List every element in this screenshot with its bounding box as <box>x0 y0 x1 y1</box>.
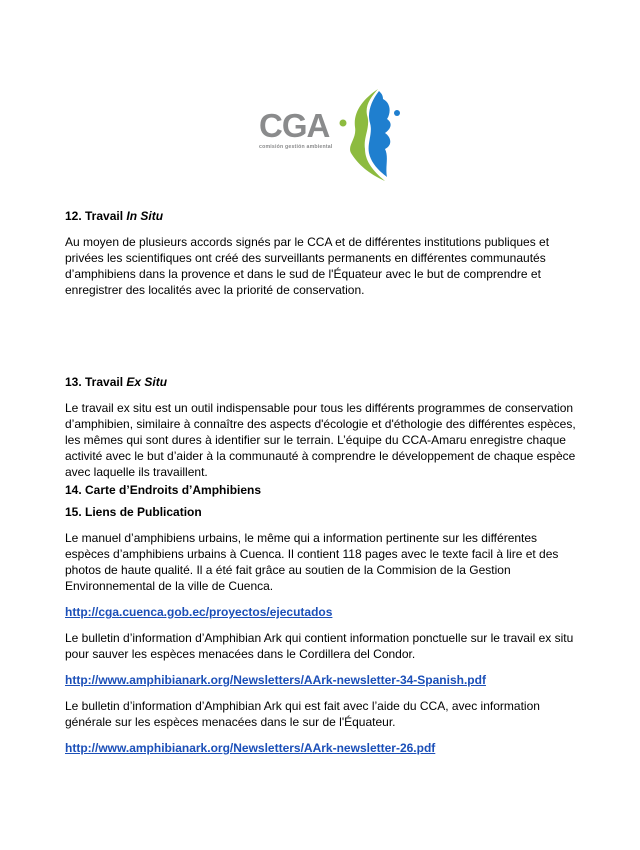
logo-wordmark: CGA <box>259 107 330 144</box>
section-13 <box>65 374 585 480</box>
section-14-heading: 14. Carte d’Endroits d’Amphibiens <box>65 483 262 497</box>
logo-face-icon <box>333 87 403 182</box>
cga-logo <box>255 87 395 182</box>
publication-description: Le bulletin d’information d’Amphibian Ark qui est fait avec l’aide du CCA, avec information générale sur les espèces menacées dans le sur de l'Équateur. <box>65 699 540 729</box>
publication-link[interactable]: http://cga.cuenca.gob.ec/proyectos/ejecutados <box>65 605 333 619</box>
publication-link[interactable]: http://www.amphibianark.org/Newsletters/AArk-newsletter-34-Spanish.pdf <box>65 673 486 687</box>
section-13-paragraph: Le travail ex situ est un outil indispensable pour tous les différents programmes de conservation d’amphibien, similaire à connaître des aspects d'écologie et d'éthologie des différentes espèces, les mêmes qui sont dures à identifier sur le terrain. L’équipe du CCA-Amaru enregistre chaque activité avec le but d’aider à la communauté à comprendre le développement de chaque espèce avec laquelle ils travaillent. <box>65 401 576 479</box>
section-15 <box>65 504 585 757</box>
section-12-paragraph: Au moyen de plusieurs accords signés par le CCA et de différentes institutions publiques et privées les scientifiques ont créé des surveillants permanents en différentes communautés d’amphibiens dans la provence et dans le sud de l'Équateur avec le but de comprendre et enregistrer des localités avec la priorité de conservation. <box>65 235 550 297</box>
logo-subtitle: comisión gestión ambiental <box>259 144 333 150</box>
publication-link[interactable]: http://www.amphibianark.org/Newsletters/AArk-newsletter-26.pdf <box>65 741 436 755</box>
section-13-heading: 13. Travail Ex Situ <box>65 375 168 389</box>
publication-description: Le manuel d’amphibiens urbains, le même qui a information pertinente sur les différentes espèces d’amphibiens urbains à Cuenca. Il contient 118 pages avec le texte facil à lire et des photos de haute qualité. Il a été fait grâce au soutien de la Commision de la Gestion Environnemental de la ville de Cuenca. <box>65 531 559 593</box>
publication-description: Le bulletin d’information d’Amphibian Ark qui contient information ponctuelle sur le travail ex situ pour sauver les espèces menacées dans le Cordillera del Condor. <box>65 631 574 661</box>
section-12-heading: 12. Travail In Situ <box>65 209 164 223</box>
section-15-heading: 15. Liens de Publication <box>65 505 202 519</box>
section-12 <box>65 208 585 298</box>
